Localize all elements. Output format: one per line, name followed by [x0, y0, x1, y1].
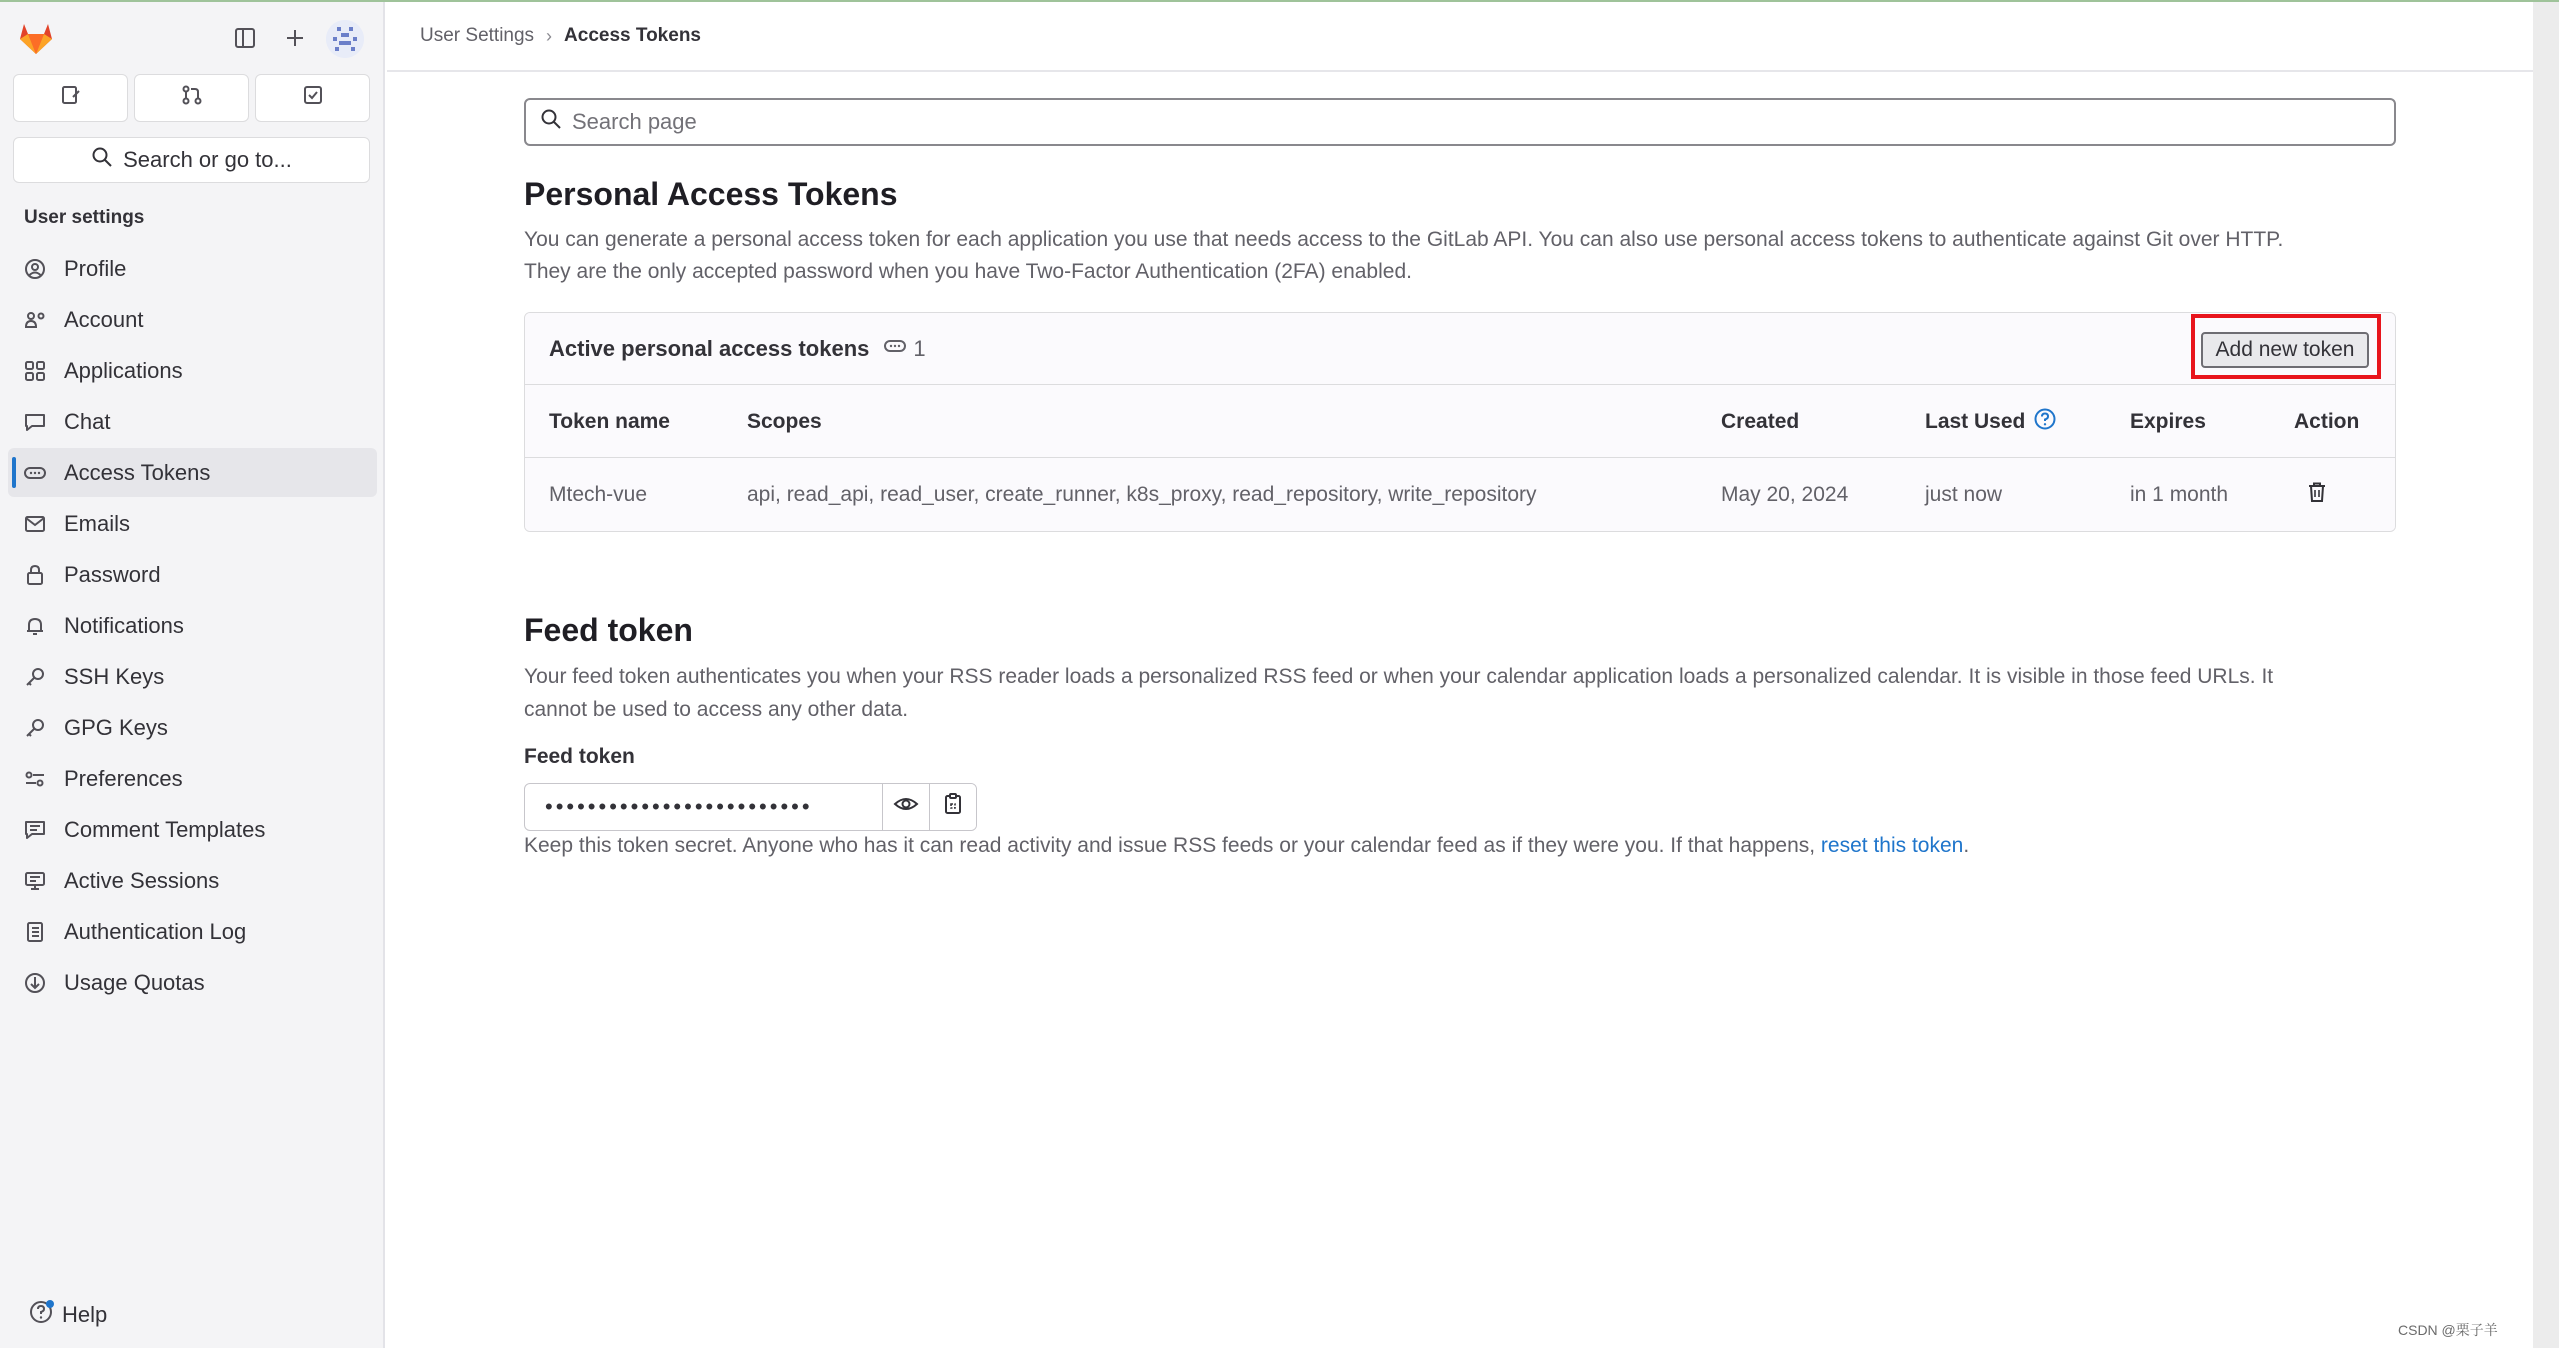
sidebar-item-label: Notifications — [64, 612, 184, 638]
pat-description-line: You can generate a personal access token for each application you use that needs access to the GitLab API. You can also use personal access tokens to authenticate against Git over HTTP. — [524, 228, 2284, 251]
sidebar-item-account[interactable] — [8, 295, 377, 344]
reveal-token-button[interactable] — [882, 784, 929, 830]
sidebar-item-label: Applications — [64, 357, 183, 383]
feed-hint-end: . — [1963, 834, 1970, 857]
sidebar-item-label: Profile — [64, 255, 127, 281]
token-icon — [883, 334, 907, 364]
sidebar-item-label: SSH Keys — [64, 663, 165, 689]
bell-icon — [22, 613, 48, 639]
search-icon — [91, 146, 113, 174]
search-placeholder: Search page — [572, 109, 697, 134]
sidebar-item-emails[interactable] — [8, 499, 377, 548]
token-name: Mtech-vue — [549, 483, 648, 506]
column-header: Expires — [2130, 410, 2206, 433]
sidebar-item-label: Active Sessions — [64, 867, 220, 893]
sidebar-item-label: Authentication Log — [64, 918, 247, 944]
search-or-go-to-button[interactable] — [13, 137, 370, 183]
account-icon — [22, 307, 48, 333]
sidebar-item-label: Password — [64, 561, 161, 587]
card-title: Active personal access tokens — [549, 335, 870, 361]
feed-token-label: Feed token — [524, 745, 635, 768]
merge-request-icon — [180, 83, 204, 113]
sidebar-item-applications[interactable] — [8, 346, 377, 395]
lock-icon — [22, 562, 48, 588]
table-row — [525, 459, 2395, 531]
sidebar-header — [0, 2, 383, 72]
feed-description-line: cannot be used to access any other data. — [524, 698, 909, 721]
sidebar-item-preferences[interactable] — [8, 754, 377, 803]
help-icon — [28, 1298, 56, 1332]
question-icon[interactable] — [2033, 407, 2057, 437]
feed-token-input[interactable]: ••••••••••••••••••••••••• — [545, 794, 813, 819]
reset-token-link[interactable]: reset this token — [1820, 834, 1964, 857]
feed-description-line: Your feed token authenticates you when your RSS reader loads a personalized RSS feed or when your calendar application loads a personalized calendar. It is visible in those feed URLs. It — [524, 665, 2274, 688]
sidebar — [0, 2, 385, 1348]
column-header: Last Used — [1925, 410, 2026, 433]
sidebar-item-label: Usage Quotas — [64, 969, 205, 995]
sidebar-item-comment-templates[interactable] — [8, 805, 377, 854]
token-icon — [22, 460, 48, 486]
watermark: CSDN @栗子羊 — [2398, 1322, 2498, 1338]
pat-description-line: They are the only accepted password when you have Two-Factor Authentication (2FA) enabled. — [524, 260, 1412, 283]
sidebar-toggle-icon[interactable] — [229, 22, 261, 54]
active-tokens-card — [524, 312, 2396, 532]
feed-token-hint — [524, 834, 1969, 858]
sidebar-item-usage-quotas[interactable] — [8, 958, 377, 1007]
token-count: 1 — [913, 335, 926, 361]
sidebar-item-ssh-keys[interactable] — [8, 652, 377, 701]
todo-button[interactable] — [255, 74, 370, 122]
pat-description — [524, 224, 2396, 288]
trash-icon — [2305, 480, 2329, 510]
table-header — [525, 386, 2395, 458]
feed-token-field — [524, 783, 977, 831]
token-created: May 20, 2024 — [1721, 483, 1849, 506]
quota-icon — [22, 970, 48, 996]
key-icon — [22, 715, 48, 741]
column-header: Token name — [549, 410, 670, 433]
sidebar-item-profile[interactable] — [8, 244, 377, 293]
email-icon — [22, 511, 48, 537]
eye-icon — [893, 791, 919, 823]
sidebar-item-password[interactable] — [8, 550, 377, 599]
sidebar-item-chat[interactable] — [8, 397, 377, 446]
feed-token-title: Feed token — [524, 612, 693, 648]
sidebar-item-authentication-log[interactable] — [8, 907, 377, 956]
clipboard-icon — [941, 792, 965, 822]
token-count-badge — [883, 334, 925, 364]
chevron-right-icon: › — [546, 25, 553, 46]
plus-icon[interactable] — [279, 22, 311, 54]
breadcrumb — [387, 2, 2533, 72]
todo-icon — [301, 83, 325, 113]
revoke-token-button[interactable] — [2305, 459, 2329, 531]
breadcrumb-parent[interactable]: User Settings — [420, 25, 535, 46]
sidebar-item-label: Access Tokens — [64, 459, 211, 485]
sidebar-item-label: Preferences — [64, 765, 183, 791]
search-or-go-to-label: Search or go to... — [123, 147, 292, 172]
issues-button[interactable] — [13, 74, 128, 122]
column-header: Action — [2294, 410, 2360, 433]
settings-nav — [8, 244, 377, 1009]
scrollbar[interactable] — [2533, 2, 2559, 1348]
sidebar-item-label: Chat — [64, 408, 111, 434]
monitor-icon — [22, 868, 48, 894]
sidebar-item-notifications[interactable] — [8, 601, 377, 650]
help-button[interactable] — [28, 1298, 107, 1332]
profile-icon — [22, 256, 48, 282]
search-page-input[interactable] — [524, 98, 2396, 146]
merge-requests-button[interactable] — [134, 74, 249, 122]
token-last-used: just now — [1925, 483, 2003, 506]
sidebar-section-title: User settings — [24, 207, 145, 228]
chat-icon — [22, 409, 48, 435]
log-icon — [22, 919, 48, 945]
card-header — [525, 313, 2395, 385]
user-avatar[interactable] — [326, 20, 364, 58]
gitlab-logo-icon[interactable] — [16, 18, 56, 58]
column-header: Created — [1721, 410, 1800, 433]
sidebar-item-gpg-keys[interactable] — [8, 703, 377, 752]
page-title: Personal Access Tokens — [524, 176, 898, 212]
comment-icon — [22, 817, 48, 843]
sidebar-item-label: Account — [64, 306, 144, 332]
preferences-icon — [22, 766, 48, 792]
feed-hint-text: Keep this token secret. Anyone who has it can read activity and issue RSS feeds or your calendar feed as if they were you. If that happens, — [524, 834, 1821, 857]
sidebar-item-active-sessions[interactable] — [8, 856, 377, 905]
key-icon — [22, 664, 48, 690]
search-icon — [540, 108, 562, 136]
token-expires: in 1 month — [2130, 483, 2229, 506]
quick-actions — [13, 74, 370, 122]
feed-token-description — [524, 660, 2396, 726]
copy-token-button[interactable] — [929, 784, 976, 830]
breadcrumb-current[interactable]: Access Tokens — [564, 25, 701, 46]
sidebar-item-label: Comment Templates — [64, 816, 266, 842]
token-scopes: api, read_api, read_user, create_runner, k8s_proxy, read_repository, write_repository — [747, 483, 1537, 506]
add-new-token-button[interactable]: Add new token — [2201, 332, 2369, 368]
help-label: Help — [62, 1302, 108, 1327]
applications-icon — [22, 358, 48, 384]
sidebar-item-label: GPG Keys — [64, 714, 168, 740]
column-header-last-used — [1925, 386, 2057, 458]
column-header: Scopes — [747, 410, 822, 433]
issues-icon — [59, 83, 83, 113]
sidebar-item-access-tokens[interactable] — [8, 448, 377, 497]
sidebar-item-label: Emails — [64, 510, 131, 536]
